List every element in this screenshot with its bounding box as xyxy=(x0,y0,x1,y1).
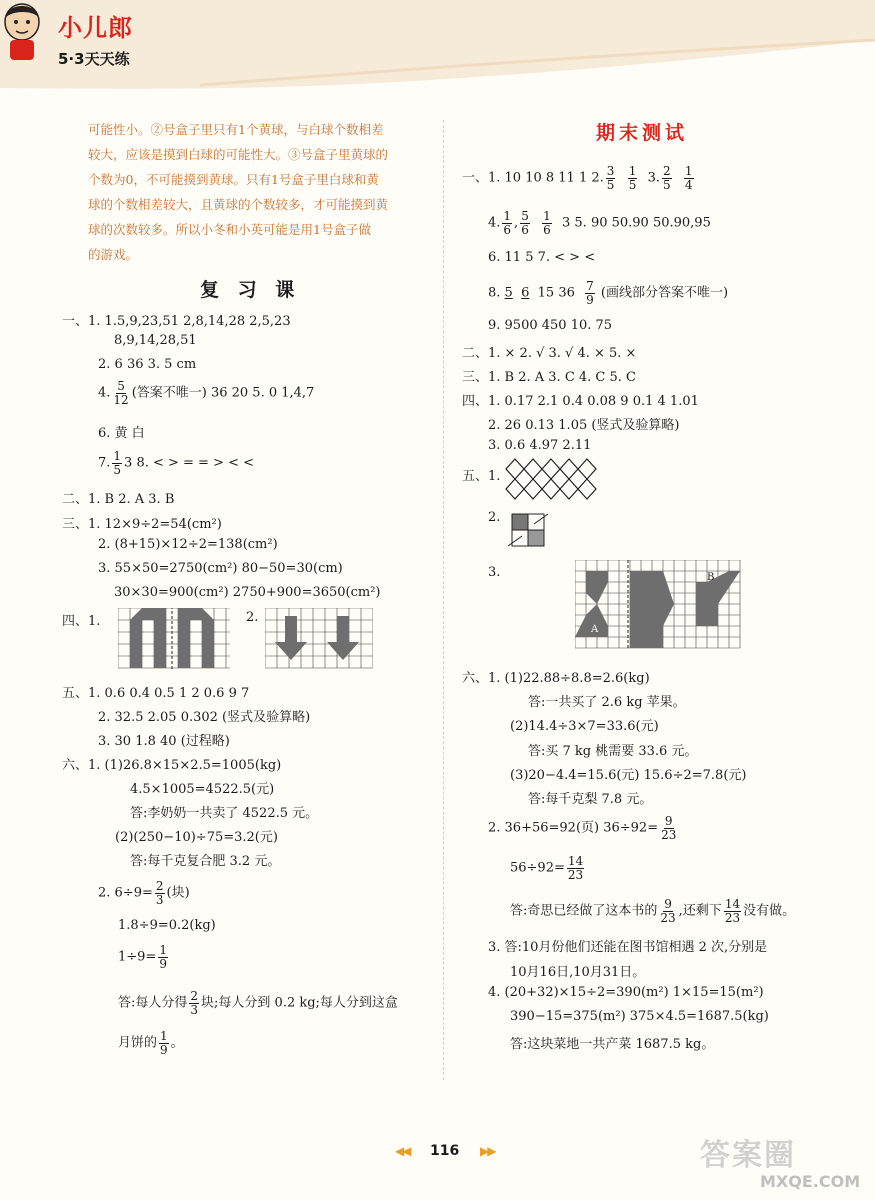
fraction: $\frac{9}{23}$ xyxy=(661,814,677,842)
answer-line: 三、1. B 2. A 3. C 4. C 5. C xyxy=(462,370,636,385)
shape-label-a: A xyxy=(591,624,599,635)
answer-line: 4.5×1005=4522.5(元) xyxy=(130,782,275,797)
fraction: $\frac{1}{9}$ xyxy=(160,1029,168,1057)
answer-line: 二、1. × 2. √ 3. √ 4. × 5. × xyxy=(462,346,637,361)
mascot-boy-icon xyxy=(0,0,44,62)
translation-grid-figure xyxy=(575,560,743,650)
symmetry-grid-figure-1 xyxy=(118,608,230,670)
answer-line: 8. 5 6 15 36 $\frac{7}{9}$ (画线部分答案不唯一) xyxy=(488,279,729,307)
shape-label-b: B xyxy=(707,572,715,583)
answer-line: 2. 36+56=92(页) 36÷92= $\frac{9}{23}$ xyxy=(488,814,677,842)
fraction: $\frac{3}{5}$ xyxy=(606,164,615,192)
fraction: $\frac{9}{23}$ xyxy=(660,897,676,925)
answer-line: 2. (8+15)×12÷2=138(cm²) xyxy=(98,537,278,552)
answer-line: 六、1. (1)26.8×15×2.5=1005(kg) xyxy=(62,758,282,773)
brand-logo-subtitle: 5·3天天练 xyxy=(58,50,130,68)
intro-line: 的游戏。 xyxy=(88,247,139,262)
fraction: $\frac{1}{9}$ xyxy=(159,943,167,971)
intro-line: 个数为0，不可能摸到黄球。只有1号盒子里白球和黄 xyxy=(88,172,379,187)
answer-line: 1.8÷9=0.2(kg) xyxy=(118,918,216,933)
answer-line: 四、1. 0.17 2.1 0.4 0.08 9 0.1 4 1.01 xyxy=(462,394,699,409)
answer-line: 答:一共买了 2.6 kg 苹果。 xyxy=(528,695,686,710)
answer-line: 390−15=375(m²) 375×4.5=1687.5(kg) xyxy=(510,1009,769,1024)
answer-line: 4. $\frac{1}{6}$ , $\frac{5}{6}$ $\frac{1}{6}$ 3 5. 90 50.90 50.90,95 xyxy=(488,209,711,237)
answer-line: 6. 11 5 7. < > < xyxy=(488,250,596,265)
answer-line: 7. $\frac{1}{5}$ 3 8. < > = = > < < xyxy=(98,449,255,477)
fraction: $\frac{1}{6}$ xyxy=(503,209,512,237)
answer-line: 3. 30 1.8 40 (过程略) xyxy=(98,734,230,749)
answer-line: 4. (20+32)×15÷2=390(m²) 1×15=15(m²) xyxy=(488,985,764,1000)
intro-line: 球的次数较多。所以小冬和小英可能是用1号盒子做 xyxy=(88,222,371,237)
answer-line: 一、1. 1.5,9,23,51 2,8,14,28 2,5,23 xyxy=(62,314,291,329)
answer-line: (3)20−4.4=15.6(元) 15.6÷2=7.8(元) xyxy=(510,768,747,783)
review-section-title: 复 习 课 xyxy=(200,279,301,301)
answer-line: 2. xyxy=(246,610,259,625)
answer-line: 答:奇思已经做了这本书的 $\frac{9}{23}$ ,还剩下 $\frac{14}{23}$ 没有做。 xyxy=(510,897,796,925)
next-page-icon[interactable]: ▶▶ xyxy=(480,1144,495,1158)
fraction: $\frac{2}{3}$ xyxy=(155,879,164,907)
answer-line: 3. xyxy=(488,565,501,580)
fraction: $\frac{2}{3}$ xyxy=(190,989,199,1017)
answer-line: 2. xyxy=(488,510,501,525)
answer-line: 答:买 7 kg 桃需要 33.6 元。 xyxy=(528,744,698,759)
answer-line: 二、1. B 2. A 3. B xyxy=(62,492,175,507)
answer-line: 1÷9= $\frac{1}{9}$ xyxy=(118,943,167,971)
answer-line: 五、1. xyxy=(462,469,501,484)
answer-line: 答:每千克梨 7.8 元。 xyxy=(528,792,653,807)
fraction: $\frac{1}{6}$ xyxy=(543,209,551,237)
intro-line: 球的个数相差较大，且黄球的个数较多，才可能摸到黄 xyxy=(88,197,389,212)
fraction: $\frac{5}{6}$ xyxy=(521,209,529,237)
answer-line: 答:每人分得 $\frac{2}{3}$ 块;每人分到 0.2 kg;每人分到这盒 xyxy=(118,989,398,1017)
answer-line: 30×30=900(cm²) 2750+900=3650(cm²) xyxy=(114,585,381,600)
rhombus-pattern-figure xyxy=(505,458,605,502)
rotation-figure xyxy=(508,512,550,550)
fraction: $\frac{14}{23}$ xyxy=(724,897,741,925)
answer-line: 4. $\frac{5}{12}$ (答案不唯一) 36 20 5. 0 1,4,7 xyxy=(98,379,315,407)
watermark-url: MXQE.COM xyxy=(760,1172,861,1191)
column-divider xyxy=(443,120,444,1080)
watermark-logo: 答案圈 xyxy=(700,1138,796,1173)
page-number: 116 xyxy=(430,1143,460,1159)
answer-line: 3. 0.6 4.97 2.11 xyxy=(488,438,592,453)
fraction: $\frac{2}{5}$ xyxy=(663,164,671,192)
answer-line: 10月16日,10月31日。 xyxy=(510,965,646,980)
page-header xyxy=(0,0,875,90)
fraction: $\frac{14}{23}$ xyxy=(567,854,584,882)
answer-line: 3. 55×50=2750(cm²) 80−50=30(cm) xyxy=(98,561,343,576)
final-test-title: 期末测试 xyxy=(596,122,689,144)
answer-line: 2. 6 36 3. 5 cm xyxy=(98,357,197,372)
answer-line: 9. 9500 450 10. 75 xyxy=(488,318,613,333)
answer-line: 答:这块菜地一共产菜 1687.5 kg。 xyxy=(510,1037,715,1052)
answer-line: 六、1. (1)22.88÷8.8=2.6(kg) xyxy=(462,671,650,686)
answer-line: 56÷92= $\frac{14}{23}$ xyxy=(510,854,584,882)
previous-page-icon[interactable]: ◀◀ xyxy=(395,1144,410,1158)
answer-line: (2)(250−10)÷75=3.2(元) xyxy=(115,830,278,845)
symmetry-grid-figure-2 xyxy=(265,608,373,670)
answer-line: 3. 答:10月份他们还能在图书馆相遇 2 次,分别是 xyxy=(488,940,768,955)
answer-line: 三、1. 12×9÷2=54(cm²) xyxy=(62,517,222,532)
answer-line: 2. 6÷9= $\frac{2}{3}$ (块) xyxy=(98,879,190,907)
answer-line: (2)14.4÷3×7=33.6(元) xyxy=(510,719,659,734)
fraction: $\frac{1}{5}$ xyxy=(113,449,122,477)
intro-line: 可能性小。②号盒子里只有1个黄球，与白球个数相差 xyxy=(88,122,384,137)
answer-line: 6. 黄 白 xyxy=(98,426,145,441)
answer-line: 2. 26 0.13 1.05 (竖式及验算略) xyxy=(488,418,680,433)
fraction: $\frac{1}{4}$ xyxy=(684,164,693,192)
answer-line: 答:李奶奶一共卖了 4522.5 元。 xyxy=(130,806,319,821)
answer-line: 答:每千克复合肥 3.2 元。 xyxy=(130,854,281,869)
answer-line: 月饼的 $\frac{1}{9}$ 。 xyxy=(118,1029,184,1057)
brand-logo-title: 小儿郎 xyxy=(58,14,133,42)
answer-line: 2. 32.5 2.05 0.302 (竖式及验算略) xyxy=(98,710,311,725)
answer-line: 8,9,14,28,51 xyxy=(114,333,197,348)
fraction: $\frac{7}{9}$ xyxy=(586,279,594,307)
answer-line: 一、1. 10 10 8 11 1 2. $\frac{3}{5}$ $\frac{1}{5}$ 3. $\frac{2}{5}$ $\frac{1}{4}$ xyxy=(462,164,693,192)
fraction: $\frac{5}{12}$ xyxy=(113,379,129,407)
intro-line: 较大，应该是摸到白球的可能性大。③号盒子里黄球的 xyxy=(88,147,389,162)
answer-line: 五、1. 0.6 0.4 0.5 1 2 0.6 9 7 xyxy=(62,686,250,701)
fraction: $\frac{1}{5}$ xyxy=(628,164,637,192)
answer-line: 四、1. xyxy=(62,614,101,629)
